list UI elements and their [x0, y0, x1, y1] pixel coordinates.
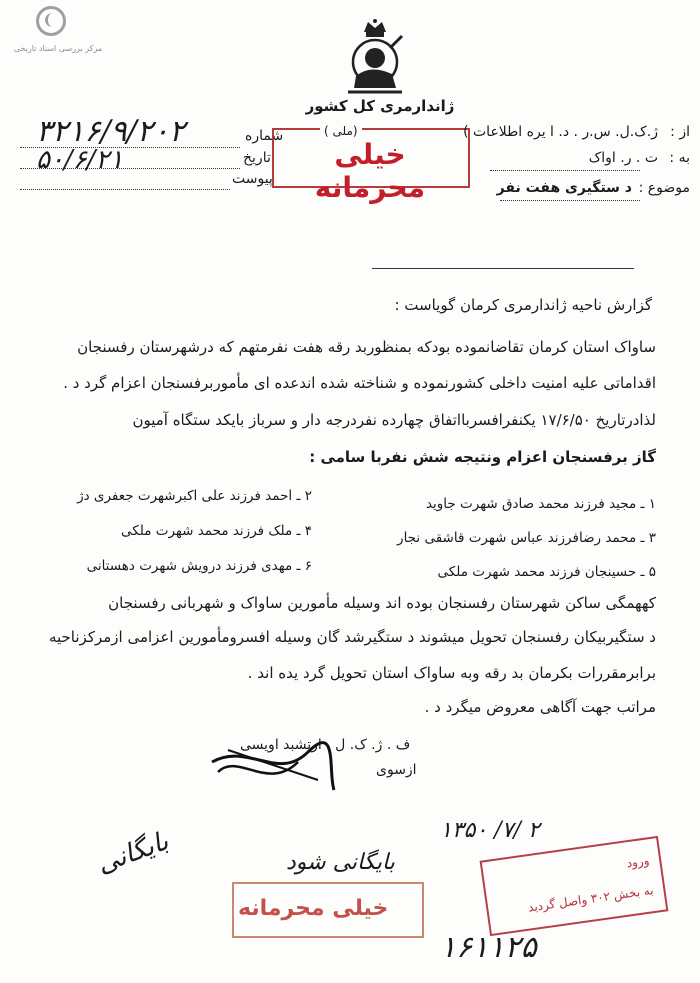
org-title: ژاندارمری کل کشور	[305, 97, 455, 115]
header-separator	[372, 268, 634, 269]
signature-line-1: ف . ژ. ک. ل . ارتشبد اویسی	[240, 737, 411, 753]
date-note: ۱۳۵۰ /۷/ ۲	[440, 818, 540, 843]
lion-and-sun-emblem-icon	[340, 18, 410, 100]
to-dotline	[490, 170, 640, 171]
from-value: ژ.ک.ل. س.ر . د. ا یره اطلاعات )	[463, 124, 658, 140]
classification-stamp-2-text: خیلی محرمانه	[238, 896, 389, 921]
from-label: از :	[670, 124, 690, 140]
date-value: ۵۰/۶/۲۱	[36, 145, 124, 175]
handwritten-signature	[208, 732, 338, 794]
list-item-1: ۱ ـ مجید فرزند محمد صادق شهرت جاوید	[425, 496, 656, 512]
watermark-text: مرکز بررسی اسناد تاریخی	[13, 44, 103, 53]
body-line-1: گزارش ناحیه ژاندارمری کرمان گویاست :	[394, 296, 652, 314]
number-label: شماره	[245, 128, 284, 144]
margin-note: بایگانی	[93, 826, 173, 880]
body-line-2: ساواک استان کرمان تقاضانموده بودکه بمنظوربد رقه هفت نفرمتهم که درشهرستان رفسنجان	[77, 338, 656, 356]
receive-stamp-line-2: به بخش ۳۰۲ واصل گردید	[527, 883, 655, 915]
list-item-3: ۳ ـ محمد رضافرزند عباس شهرت قاشقی نجار	[397, 530, 656, 546]
body-line-5: گاز برفسنجان اعزام ونتیجه شش نفربا سامی :	[309, 448, 656, 466]
to-label: به :	[669, 150, 690, 166]
classification-text: خیلی محرمانه	[314, 138, 426, 204]
closing-line-4: مراتب جهت آگاهی معروض میگرد د .	[424, 698, 656, 716]
closing-line-2: د ستگیربیکان رفسنجان تحویل میشوند د ستگیرشد گان وسیله افسرومأمورین اعزامی ازمرکزناحیه	[48, 628, 656, 646]
list-item-2: ۲ ـ احمد فرزند علی اکبرشهرت جعفری دژ	[77, 488, 312, 504]
list-item-5: ۵ ـ حسینجان فرزند محمد شهرت ملکی	[437, 564, 656, 580]
list-item-6: ۶ ـ مهدی فرزند درویش شهرت دهستانی	[86, 558, 312, 574]
subject-value: د ستگیری هفت نفر	[496, 180, 632, 196]
closing-line-1: کههمگی ساکن شهرستان رفسنجان بوده اند وسیله مأمورین ساواک و شهربانی رفسنجان	[108, 594, 656, 612]
bottom-note: بایگانی شود	[286, 850, 395, 875]
receive-stamp-line-1: ورود	[625, 853, 651, 871]
number-value: ۳۲۱۶/۹/۲۰۲	[36, 114, 186, 149]
classification-sub: (ملی )	[320, 124, 362, 138]
attachment-dotline	[20, 189, 230, 190]
subject-dotline	[500, 200, 640, 201]
subject-label: موضوع :	[638, 180, 690, 196]
archive-watermark	[8, 6, 104, 54]
body-line-4: لذادرتاریخ ۱۷/۶/۵۰ یکنفرافسربااتفاق چهارده نفردرجه دار و سرباز بایکد ستگاه آمیون	[132, 411, 656, 429]
closing-line-3: برابرمقررات بکرمان بد رقه وبه ساواک استان تحویل گرد یده اند .	[247, 664, 656, 682]
date-label: تاریخ	[243, 150, 271, 166]
archive-logo-icon	[36, 6, 66, 36]
bottom-number: ۱۶۱۱۲۵	[440, 930, 537, 965]
receive-stamp	[480, 836, 669, 936]
signature-line-2: ازسوی	[376, 762, 417, 778]
to-value: ت . ر. اواک	[588, 150, 658, 166]
list-item-4: ۴ ـ ملک فرزند محمد شهرت ملکی	[121, 523, 312, 539]
attachment-label: پیوست	[232, 171, 273, 187]
body-line-3: اقداماتی علیه امنیت داخلی کشورنموده و شناخته شده اندعده ای مأموربرفسنجان اعزام گرد د .	[63, 374, 656, 392]
